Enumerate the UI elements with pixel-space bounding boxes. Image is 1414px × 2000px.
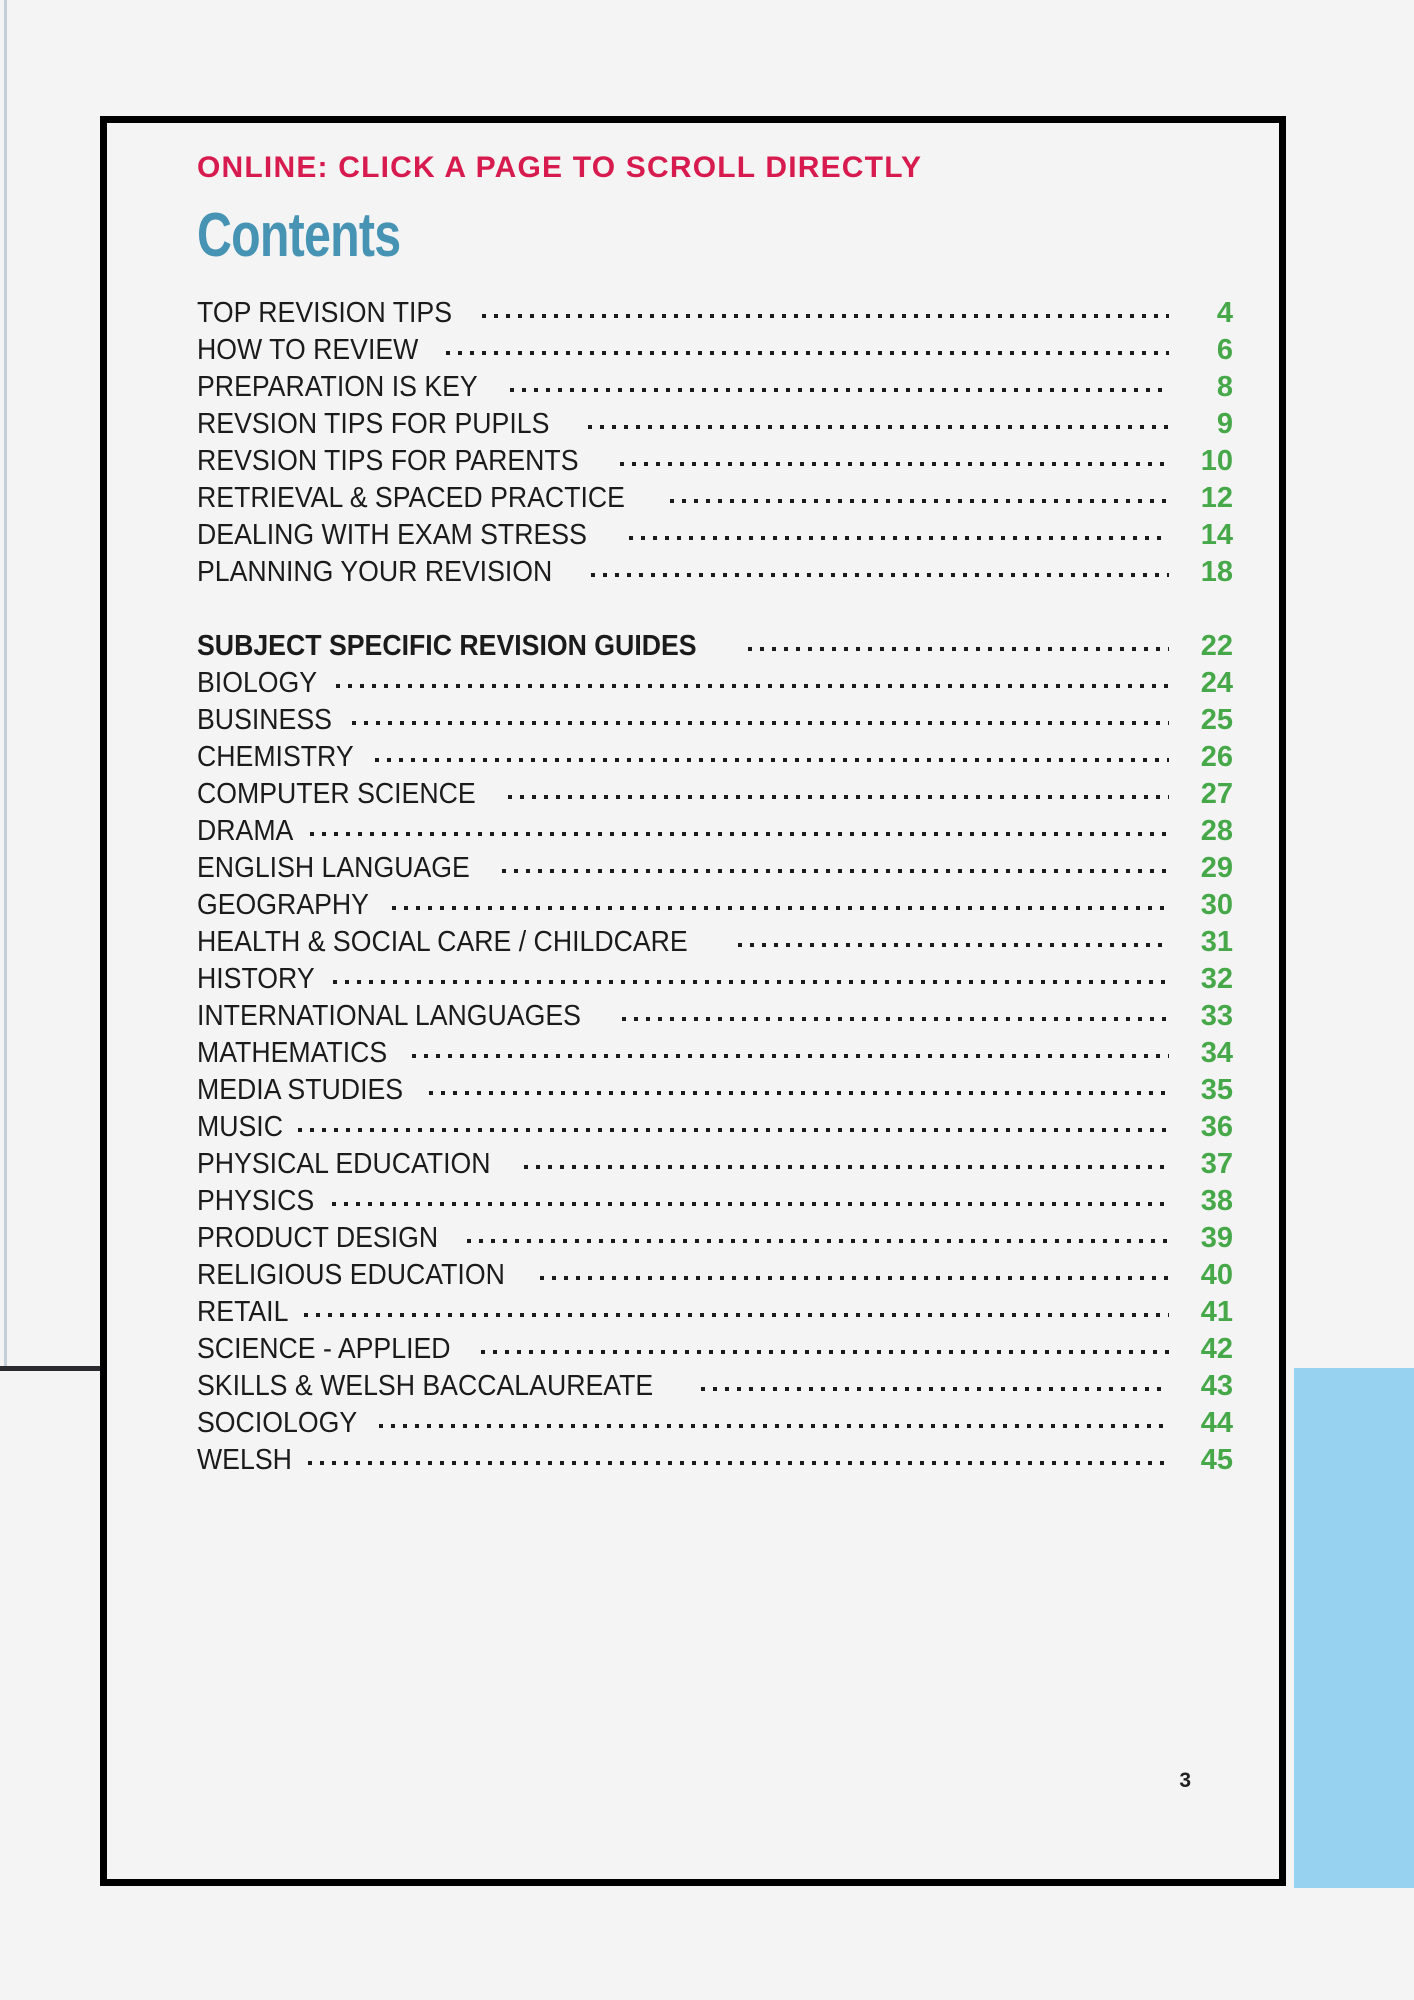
toc-entry-page-number[interactable]: 6 — [1216, 334, 1233, 366]
toc-entry-page-number[interactable]: 32 — [1200, 963, 1233, 995]
toc-dot-leader — [748, 626, 1169, 655]
toc-entry-page-number[interactable]: 9 — [1216, 408, 1233, 440]
toc-entry-planning-your-revision[interactable] — [197, 552, 1233, 589]
decorative-blue-panel — [1294, 1368, 1414, 1888]
toc-dot-leader — [379, 1403, 1169, 1432]
toc-entry-label: MATHEMATICS — [197, 1037, 388, 1069]
toc-entry-label: SOCIOLOGY — [197, 1407, 358, 1439]
toc-dot-leader — [375, 737, 1169, 766]
toc-entry-english-language[interactable] — [197, 848, 1233, 885]
toc-entry-label: COMPUTER SCIENCE — [197, 778, 476, 810]
toc-entry-label: ENGLISH LANGUAGE — [197, 852, 470, 884]
toc-entry-skills-welsh-baccalaureate[interactable] — [197, 1366, 1233, 1403]
toc-entry-label: SUBJECT SPECIFIC REVISION GUIDES — [197, 630, 697, 662]
toc-entry-top-revision-tips[interactable] — [197, 293, 1233, 330]
toc-entry-page-number[interactable]: 22 — [1200, 630, 1233, 662]
toc-dot-leader — [298, 1107, 1169, 1136]
toc-entry-religious-education[interactable] — [197, 1255, 1233, 1292]
toc-entry-page-number[interactable]: 33 — [1200, 1000, 1233, 1032]
toc-entry-page-number[interactable]: 40 — [1200, 1259, 1233, 1291]
toc-entry-mathematics[interactable] — [197, 1033, 1233, 1070]
toc-entry-label: REVSION TIPS FOR PARENTS — [197, 445, 579, 477]
toc-entry-retail[interactable] — [197, 1292, 1233, 1329]
toc-entry-history[interactable] — [197, 959, 1233, 996]
toc-entry-page-number[interactable]: 30 — [1200, 889, 1233, 921]
toc-entry-label: CHEMISTRY — [197, 741, 354, 773]
contents-inner — [197, 123, 1233, 1477]
toc-dot-leader — [308, 1440, 1169, 1469]
toc-dot-leader — [670, 478, 1169, 507]
toc-entry-page-number[interactable]: 8 — [1216, 371, 1233, 403]
toc-entry-sociology[interactable] — [197, 1403, 1233, 1440]
toc-entry-label: PHYSICS — [197, 1185, 315, 1217]
toc-entry-retrieval-spaced-practice[interactable] — [197, 478, 1233, 515]
toc-entry-page-number[interactable]: 36 — [1200, 1111, 1233, 1143]
toc-entry-label: SKILLS & WELSH BACCALAUREATE — [197, 1370, 654, 1402]
toc-entry-page-number[interactable]: 12 — [1200, 482, 1233, 514]
toc-entry-subject-specific-revision-guides[interactable] — [197, 626, 1233, 663]
page-title: Contents — [197, 201, 401, 270]
toc-entry-welsh[interactable] — [197, 1440, 1233, 1477]
toc-entry-page-number[interactable]: 34 — [1200, 1037, 1233, 1069]
toc-entry-media-studies[interactable] — [197, 1070, 1233, 1107]
toc-dot-leader — [622, 996, 1169, 1025]
toc-dot-leader — [620, 441, 1169, 470]
toc-entry-label: BUSINESS — [197, 704, 332, 736]
toc-entry-page-number[interactable]: 10 — [1200, 445, 1233, 477]
toc-entry-international-languages[interactable] — [197, 996, 1233, 1033]
toc-dot-leader — [333, 959, 1169, 988]
table-of-contents — [197, 293, 1233, 1477]
toc-dot-leader — [467, 1218, 1169, 1247]
toc-entry-label: HOW TO REVIEW — [197, 334, 419, 366]
toc-dot-leader — [738, 922, 1169, 951]
toc-entry-label: RETAIL — [197, 1296, 289, 1328]
toc-dot-leader — [591, 552, 1169, 581]
toc-entry-label: PLANNING YOUR REVISION — [197, 556, 553, 588]
left-margin-rule — [0, 1366, 100, 1371]
toc-entry-label: MUSIC — [197, 1111, 283, 1143]
toc-dot-leader — [482, 293, 1169, 322]
toc-entry-health-social-care-childcare[interactable] — [197, 922, 1233, 959]
toc-entry-page-number[interactable]: 29 — [1200, 852, 1233, 884]
toc-entry-label: MEDIA STUDIES — [197, 1074, 404, 1106]
toc-entry-computer-science[interactable] — [197, 774, 1233, 811]
toc-dot-leader — [429, 1070, 1169, 1099]
online-click-instruction: ONLINE: CLICK A PAGE TO SCROLL DIRECTLY — [197, 151, 923, 184]
toc-entry-revsion-tips-for-parents[interactable] — [197, 441, 1233, 478]
toc-section-gap — [197, 589, 1233, 626]
toc-entry-product-design[interactable] — [197, 1218, 1233, 1255]
toc-dot-leader — [540, 1255, 1169, 1284]
toc-dot-leader — [524, 1144, 1169, 1173]
toc-entry-page-number[interactable]: 38 — [1200, 1185, 1233, 1217]
toc-entry-label: TOP REVISION TIPS — [197, 297, 453, 329]
toc-entry-page-number[interactable]: 39 — [1200, 1222, 1233, 1254]
toc-dot-leader — [510, 367, 1169, 396]
contents-page-frame — [100, 116, 1286, 1886]
toc-dot-leader — [446, 330, 1169, 359]
toc-entry-how-to-review[interactable] — [197, 330, 1233, 367]
toc-entry-business[interactable] — [197, 700, 1233, 737]
toc-entry-music[interactable] — [197, 1107, 1233, 1144]
toc-entry-label: RETRIEVAL & SPACED PRACTICE — [197, 482, 625, 514]
toc-entry-page-number[interactable]: 14 — [1200, 519, 1233, 551]
toc-dot-leader — [336, 663, 1169, 692]
toc-entry-science-applied[interactable] — [197, 1329, 1233, 1366]
toc-entry-page-number[interactable]: 24 — [1200, 667, 1233, 699]
toc-dot-leader — [502, 848, 1169, 877]
toc-entry-page-number[interactable]: 35 — [1200, 1074, 1233, 1106]
toc-entry-geography[interactable] — [197, 885, 1233, 922]
toc-entry-page-number[interactable]: 45 — [1200, 1444, 1233, 1476]
toc-dot-leader — [508, 774, 1169, 803]
toc-entry-page-number[interactable]: 37 — [1200, 1148, 1233, 1180]
toc-dot-leader — [701, 1366, 1169, 1395]
toc-entry-label: HISTORY — [197, 963, 315, 995]
toc-entry-label: PRODUCT DESIGN — [197, 1222, 439, 1254]
toc-entry-page-number[interactable]: 25 — [1200, 704, 1233, 736]
toc-entry-label: BIOLOGY — [197, 667, 318, 699]
left-edge-rule — [4, 0, 7, 1371]
toc-entry-page-number[interactable]: 28 — [1200, 815, 1233, 847]
toc-entry-biology[interactable] — [197, 663, 1233, 700]
toc-entry-preparation-is-key[interactable] — [197, 367, 1233, 404]
toc-entry-label: DRAMA — [197, 815, 294, 847]
toc-dot-leader — [629, 515, 1169, 544]
toc-entry-label: HEALTH & SOCIAL CARE / CHILDCARE — [197, 926, 688, 958]
toc-entry-label: INTERNATIONAL LANGUAGES — [197, 1000, 581, 1032]
toc-dot-leader — [481, 1329, 1169, 1358]
toc-entry-page-number[interactable]: 18 — [1200, 556, 1233, 588]
toc-entry-label: PREPARATION IS KEY — [197, 371, 478, 403]
toc-dot-leader — [412, 1033, 1169, 1062]
toc-entry-label: WELSH — [197, 1444, 292, 1476]
toc-entry-page-number[interactable]: 31 — [1200, 926, 1233, 958]
toc-entry-label: RELIGIOUS EDUCATION — [197, 1259, 505, 1291]
toc-entry-physical-education[interactable] — [197, 1144, 1233, 1181]
toc-entry-label: GEOGRAPHY — [197, 889, 369, 921]
toc-dot-leader — [588, 404, 1169, 433]
toc-entry-revsion-tips-for-pupils[interactable] — [197, 404, 1233, 441]
toc-entry-dealing-with-exam-stress[interactable] — [197, 515, 1233, 552]
toc-entry-page-number[interactable]: 4 — [1216, 297, 1233, 329]
toc-dot-leader — [310, 811, 1169, 840]
folio-page-number: 3 — [1179, 1769, 1191, 1792]
toc-entry-page-number[interactable]: 27 — [1200, 778, 1233, 810]
toc-entry-label: PHYSICAL EDUCATION — [197, 1148, 491, 1180]
toc-entry-label: REVSION TIPS FOR PUPILS — [197, 408, 550, 440]
toc-entry-page-number[interactable]: 42 — [1200, 1333, 1233, 1365]
toc-dot-leader — [332, 1181, 1169, 1210]
toc-entry-page-number[interactable]: 41 — [1200, 1296, 1233, 1328]
toc-entry-page-number[interactable]: 43 — [1200, 1370, 1233, 1402]
toc-dot-leader — [392, 885, 1169, 914]
toc-entry-label: DEALING WITH EXAM STRESS — [197, 519, 587, 551]
toc-entry-page-number[interactable]: 26 — [1200, 741, 1233, 773]
toc-entry-chemistry[interactable] — [197, 737, 1233, 774]
toc-entry-physics[interactable] — [197, 1181, 1233, 1218]
toc-entry-drama[interactable] — [197, 811, 1233, 848]
toc-entry-page-number[interactable]: 44 — [1200, 1407, 1233, 1439]
toc-dot-leader — [304, 1292, 1169, 1321]
toc-dot-leader — [352, 700, 1169, 729]
toc-entry-label: SCIENCE - APPLIED — [197, 1333, 451, 1365]
